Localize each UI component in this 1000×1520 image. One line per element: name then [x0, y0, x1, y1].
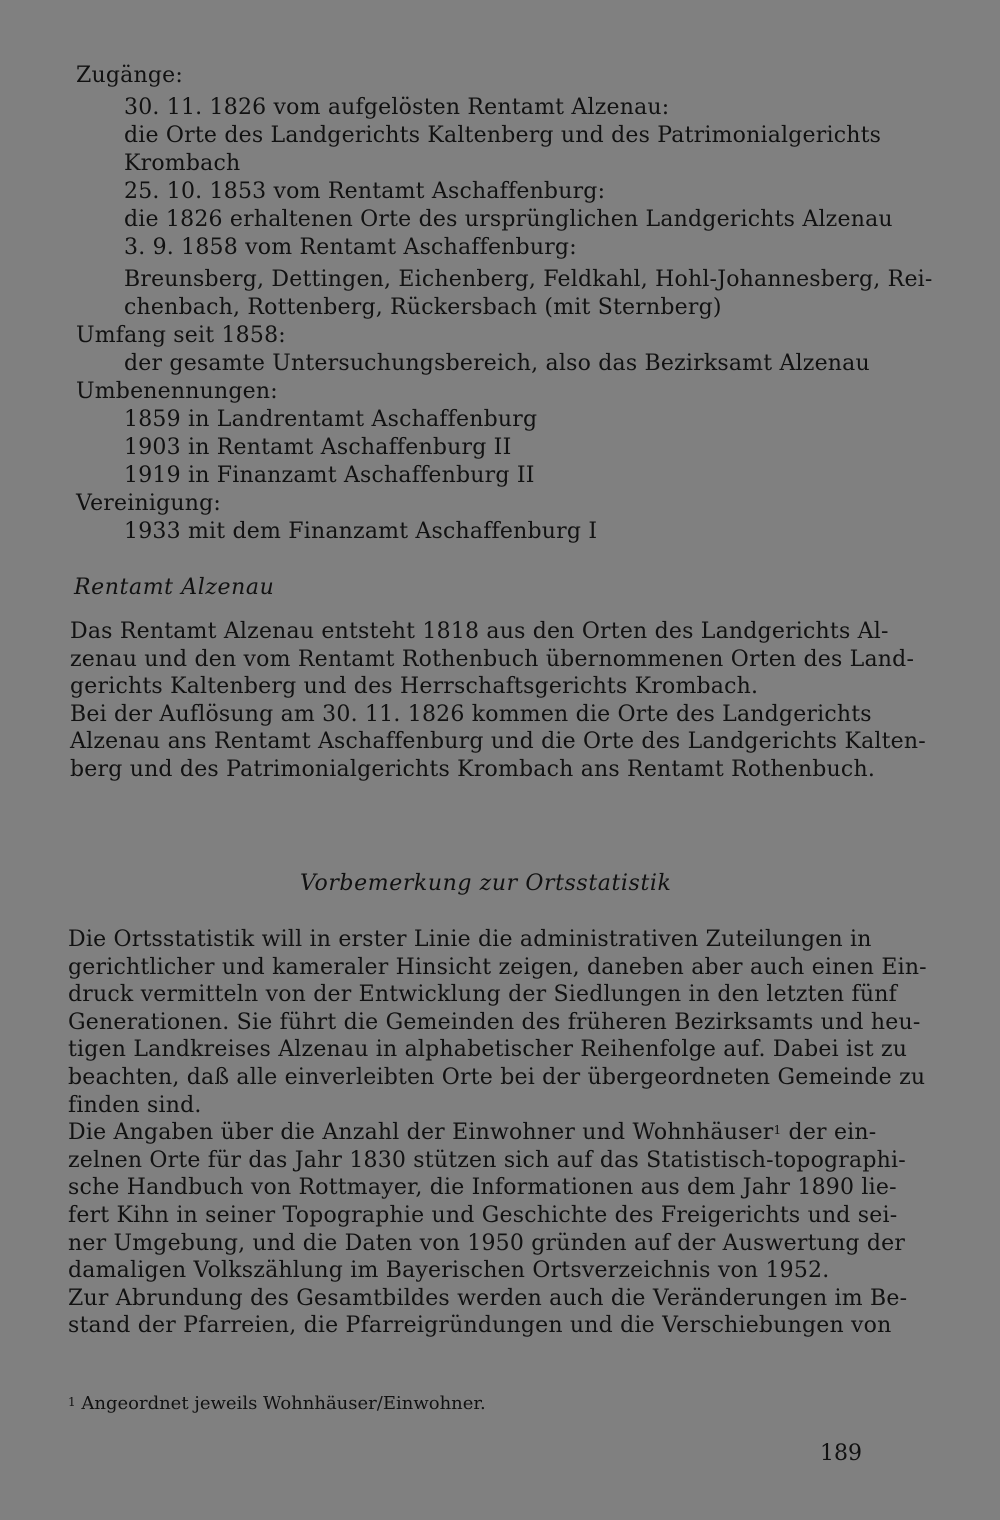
zugaenge-line: 30. 11. 1826 vom aufgelösten Rentamt Alzenau:	[124, 95, 670, 120]
paragraph-line: stand der Pfarreien, die Pfarreigründungen und die Verschiebungen von	[68, 1313, 892, 1339]
vereinigung-label: Vereinigung:	[76, 491, 221, 516]
paragraph-line: sche Handbuch von Rottmayer, die Informationen aus dem Jahr 1890 lie-	[68, 1175, 897, 1201]
paragraph-line: Das Rentamt Alzenau entsteht 1818 aus den Orten des Landgerichts Al-	[70, 619, 889, 644]
line-text: Die Angaben über die Anzahl der Einwohner und Wohnhäuser	[68, 1120, 774, 1146]
paragraph-line: gerichtlicher und kameraler Hinsicht zeigen, daneben aber auch einen Ein-	[68, 954, 927, 980]
vereinigung-line: 1933 mit dem Finanzamt Aschaffenburg I	[124, 519, 598, 544]
paragraph-line: berg und des Patrimonialgerichts Krombach ans Rentamt Rothenbuch.	[70, 756, 876, 782]
umfang-line: der gesamte Untersuchungsbereich, also das Bezirksamt Alzenau	[124, 351, 870, 376]
footnote	[68, 1392, 486, 1416]
umbenennungen-line: 1919 in Finanzamt Aschaffenburg II	[124, 463, 535, 488]
paragraph-line: damaligen Volkszählung im Bayerischen Ortsverzeichnis von 1952.	[68, 1258, 830, 1284]
umbenennungen-label: Umbenennungen:	[76, 379, 278, 404]
section-heading-rentamt-alzenau: Rentamt Alzenau	[74, 575, 275, 600]
paragraph-line: Bei der Auflösung am 30. 11. 1826 kommen die Orte des Landgerichts	[70, 701, 872, 727]
zugaenge-line: die 1826 erhaltenen Orte des ursprünglichen Landgerichts Alzenau	[124, 207, 893, 232]
zugaenge-line: 3. 9. 1858 vom Rentamt Aschaffenburg:	[124, 235, 577, 260]
paragraph-line: ner Umgebung, und die Daten von 1950 gründen auf der Auswertung der	[68, 1230, 906, 1256]
paragraph-line: zelnen Orte für das Jahr 1830 stützen sich auf das Statistisch-topographi-	[68, 1147, 906, 1173]
zugaenge-line: Breunsberg, Dettingen, Eichenberg, Feldkahl, Hohl-Johannesberg, Rei-	[124, 267, 933, 292]
paragraph-line: druck vermitteln von der Entwicklung der Siedlungen in den letzten fünf	[68, 982, 897, 1008]
paragraph-line: fert Kihn in seiner Topographie und Geschichte des Freigerichts und sei-	[68, 1202, 898, 1228]
paragraph-line: Generationen. Sie führt die Gemeinden des früheren Bezirksamts und heu-	[68, 1009, 921, 1035]
paragraph-line: gerichts Kaltenberg und des Herrschaftsgerichts Krombach.	[70, 674, 759, 700]
paragraph-line: Alzenau ans Rentamt Aschaffenburg und die Orte des Landgerichts Kalten-	[70, 729, 926, 755]
vorbemerkung-paragraph	[68, 926, 927, 1340]
paragraph-line: Zur Abrundung des Gesamtbildes werden auch die Veränderungen im Be-	[68, 1285, 908, 1311]
zugaenge-line: Krombach	[124, 151, 241, 176]
paragraph-line: Die Ortsstatistik will in erster Linie die administrativen Zuteilungen in	[68, 927, 872, 952]
umfang-label: Umfang seit 1858:	[76, 323, 286, 348]
paragraph-line: finden sind.	[68, 1092, 202, 1118]
zugaenge-label: Zugänge:	[76, 63, 183, 88]
umbenennungen-line: 1859 in Landrentamt Aschaffenburg	[124, 407, 538, 432]
zugaenge-line: die Orte des Landgerichts Kaltenberg und des Patrimonialgerichts	[124, 123, 882, 148]
section-heading-vorbemerkung: Vorbemerkung zur Ortsstatistik	[300, 871, 672, 896]
zugaenge-line: chenbach, Rottenberg, Rückersbach (mit Sternberg)	[124, 295, 722, 320]
page-number: 189	[820, 1441, 862, 1466]
footnote-reference[interactable]: 1	[773, 1123, 782, 1138]
paragraph-line-with-footnote	[68, 1119, 877, 1147]
rentamt-alzenau-paragraph	[70, 618, 926, 784]
paragraph-line: zenau und den vom Rentamt Rothenbuch übernommenen Orten des Land-	[70, 646, 915, 672]
line-text-tail: der ein-	[781, 1120, 877, 1146]
footnote-text: Angeordnet jeweils Wohnhäuser/Einwohner.	[75, 1393, 486, 1414]
umbenennungen-line: 1903 in Rentamt Aschaffenburg II	[124, 435, 512, 460]
paragraph-line: beachten, daß alle einverleibten Orte bei der übergeordneten Gemeinde zu	[68, 1064, 926, 1090]
zugaenge-line: 25. 10. 1853 vom Rentamt Aschaffenburg:	[124, 179, 606, 204]
footnote-mark: 1	[68, 1395, 76, 1409]
paragraph-line: tigen Landkreises Alzenau in alphabetischer Reihenfolge auf. Dabei ist zu	[68, 1037, 908, 1063]
